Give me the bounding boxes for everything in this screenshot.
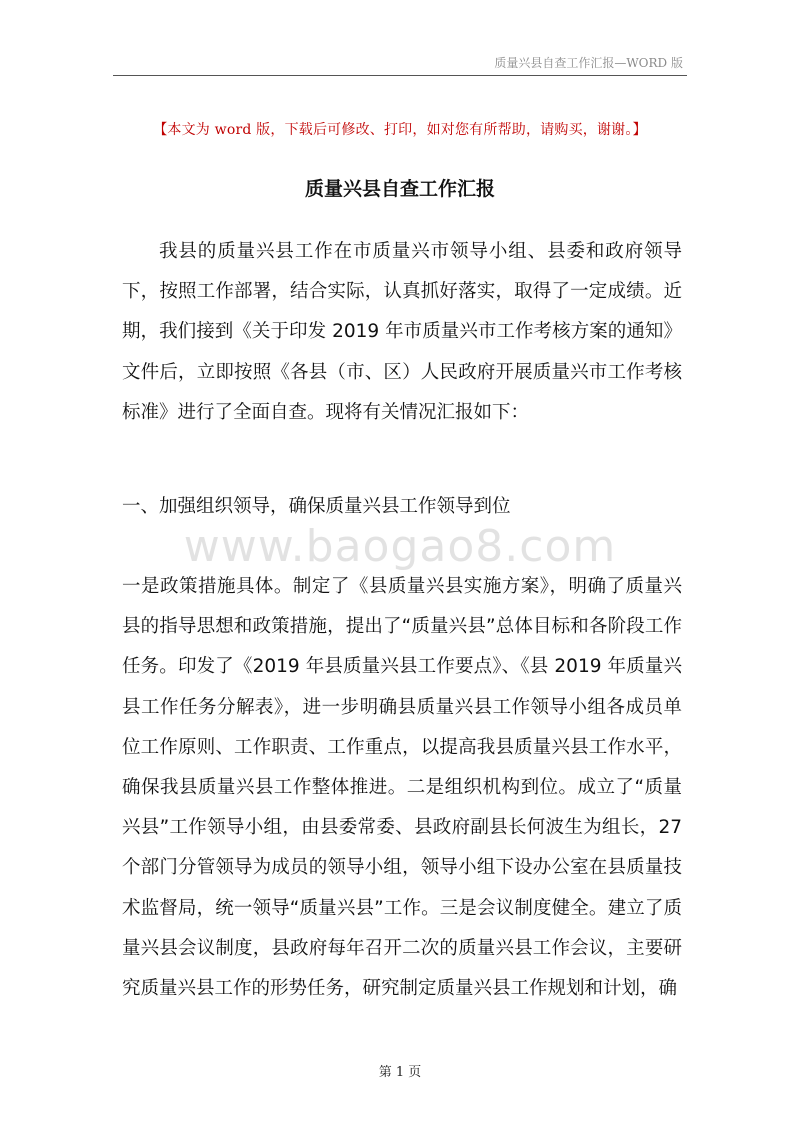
watermark: www.baogao8.com xyxy=(183,521,617,572)
document-title: 质量兴县自查工作汇报 xyxy=(304,178,495,200)
header-divider xyxy=(113,75,687,76)
intro-paragraph: 我县的质量兴县工作在市质量兴市领导小组、县委和政府领导下，按照工作部署，结合实际，认真抓好落实，取得了一定成绩。近期，我们接到《关于印发 2019 年市质量兴市工作考核方案的通知》文件后，立即按照《各县（市、区）人民政府开展质量兴市工作考核标准》进行了全面自查。现将有关情况汇报如下： xyxy=(122,241,682,423)
page-number: 第 1 页 xyxy=(378,1065,422,1080)
section-heading: 一、加强组织领导，确保质量兴县工作领导到位 xyxy=(122,496,511,517)
purchase-notice: 【本文为 word 版，下载后可修改、打印，如对您有所帮助，请购买，谢谢。】 xyxy=(153,122,647,138)
running-header: 质量兴县自查工作汇报—WORD 版 xyxy=(494,56,683,70)
section-paragraph: 一是政策措施具体。制定了《县质量兴县实施方案》，明确了质量兴县的指导思想和政策措施，提出了“质量兴县”总体目标和各阶段工作任务。印发了《2019 年县质量兴县工作要点》、《县 2019 年质量兴县工作任务分解表》，进一步明确县质量兴县工作领导小组各成员单位工作原则、工作职责、工作重点，以提高我县质量兴县工作水平，确保我县质量兴县工作整体推进。二是组织机构到位。成立了“质量兴县”工作领导小组，由县委常委、县政府副县长何波生为组长，27 个部门分管领导为成员的领导小组，领导小组下设办公室在县质量技术监督局，统一领导“质量兴县”工作。三是会议制度健全。建立了质量兴县会议制度，县政府每年召开二次的质量兴县工作会议，主要研究质量兴县工作的形势任务，研究制定质量兴县工作规划和计划，确 xyxy=(122,576,682,1000)
